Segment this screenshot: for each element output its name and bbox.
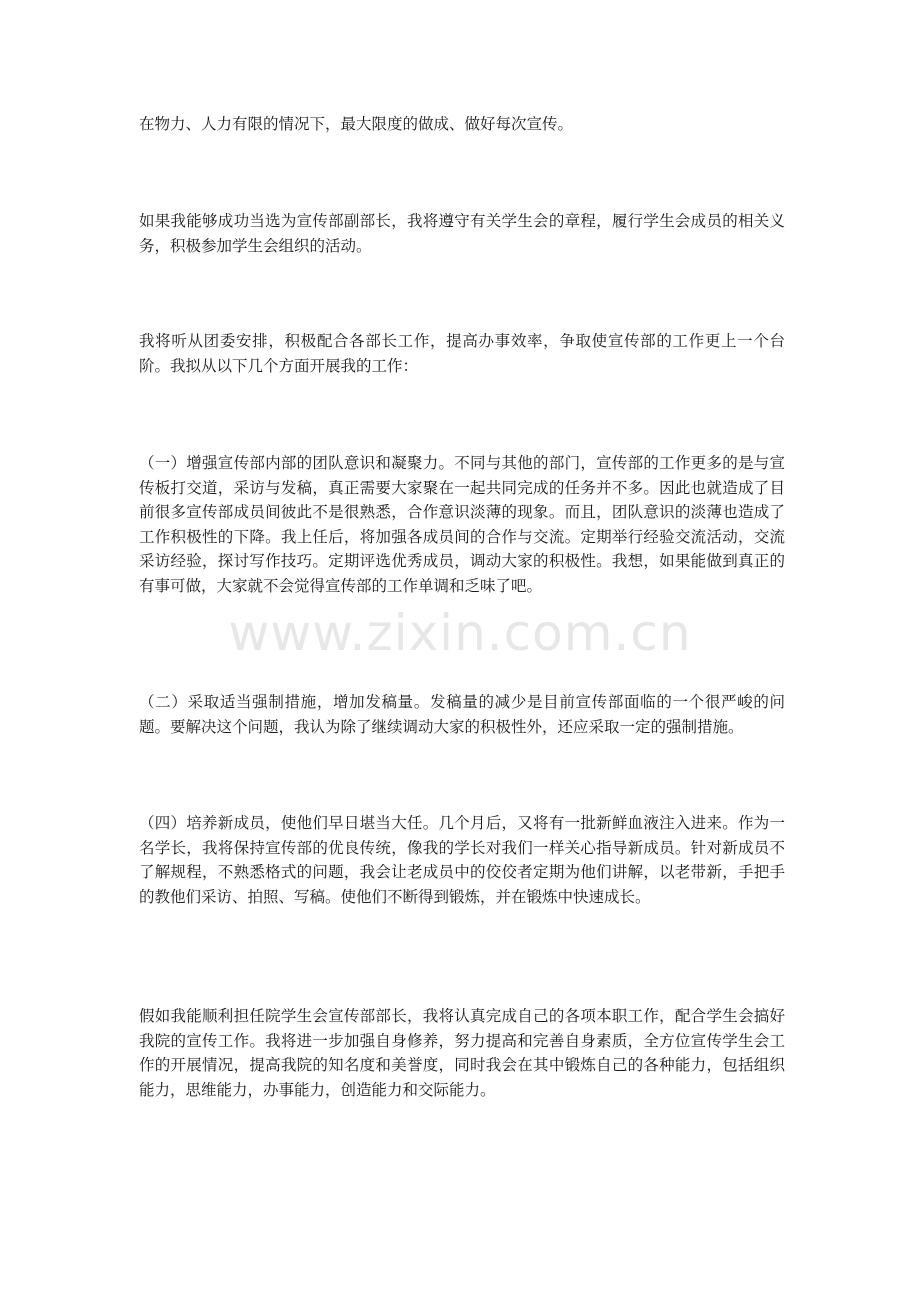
paragraph-3: 我将听从团委安排，积极配合各部长工作，提高办事效率，争取使宣传部的工作更上一个台阶。我拟从以下几个方面开展我的工作： (139, 332, 785, 375)
paragraph-6: （四）培养新成员，使他们早日堪当大任。几个月后，又将有一批新鲜血液注入进来。作为一名学长，我将保持宣传部的优良传统，像我的学长对我们一样关心指导新成员。针对新成员不了解规程，不熟悉格式的问题，我会让老成员中的佼佼者定期为他们讲解，以老带新，手把手的教他们采访、拍照、写稿。使他们不断得到锻炼，并在锻炼中快速成长。 (139, 814, 785, 906)
paragraph-2: 如果我能够成功当选为宣传部副部长，我将遵守有关学生会的章程，履行学生会成员的相关义务，积极参加学生会组织的活动。 (139, 212, 785, 255)
paragraph-1: 在物力、人力有限的情况下，最大限度的做成、做好每次宣传。 (139, 115, 574, 133)
watermark: www.zixin.com.cn (228, 604, 692, 662)
paragraph-4: （一）增强宣传部内部的团队意识和凝聚力。不同与其他的部门，宣传部的工作更多的是与宣传板打交道，采访与发稿，真正需要大家聚在一起共同完成的任务并不多。因此也就造成了目前很多宣传部成员间彼此不是很熟悉，合作意识淡薄的现象。而且，团队意识的淡薄也造成了工作积极性的下降。我上任后，将加强各成员间的合作与交流。定期举行经验交流活动，交流采访经验，探讨写作技巧。定期评选优秀成员，调动大家的积极性。我想，如果能做到真正的有事可做，大家就不会觉得宣传部的工作单调和乏味了吧。 (139, 454, 785, 595)
paragraph-5: （二）采取适当强制措施，增加发稿量。发稿量的减少是目前宣传部面临的一个很严峻的问题。要解决这个问题，我认为除了继续调动大家的积极性外，还应采取一定的强制措施。 (139, 693, 785, 736)
paragraph-7: 假如我能顺利担任院学生会宣传部部长，我将认真完成自己的各项本职工作，配合学生会搞好我院的宣传工作。我将进一步加强自身修养，努力提高和完善自身素质，全方位宣传学生会工作的开展情况，提高我院的知名度和美誉度，同时我会在其中锻炼自己的各种能力，包括组织能力，思维能力，办事能力，创造能力和交际能力。 (139, 1007, 785, 1099)
